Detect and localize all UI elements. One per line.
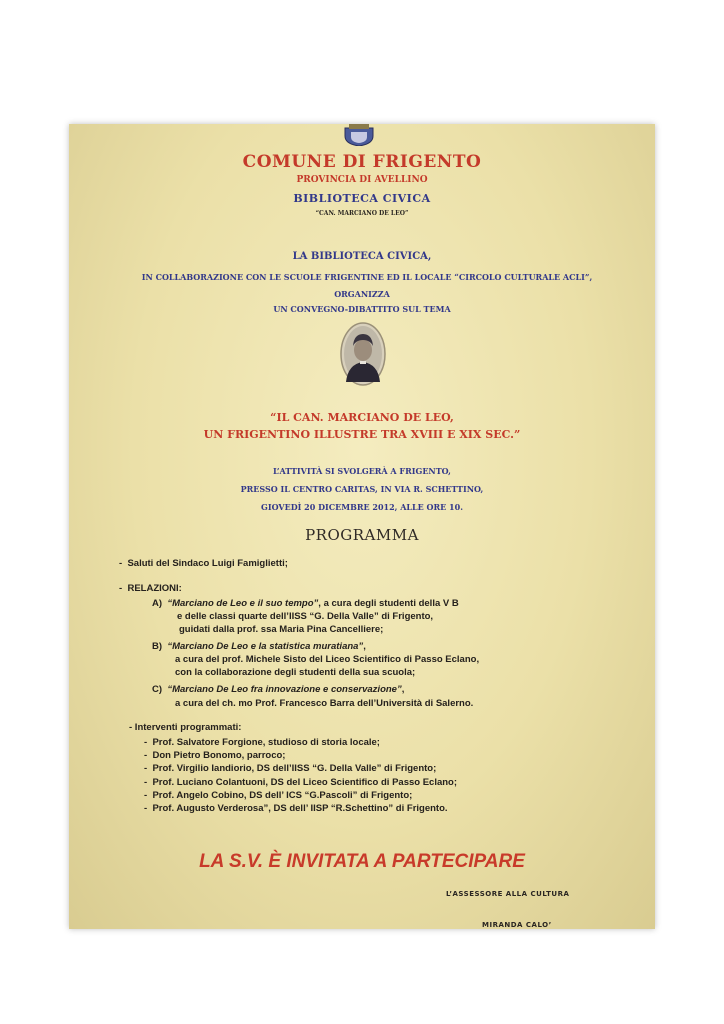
intro-line-4: UN CONVEGNO-DIBATTITO SUL TEMA	[273, 304, 451, 314]
signature-name: MIRANDA CALO’	[482, 921, 552, 929]
saluti-text: Saluti del Sindaco Luigi Famiglietti;	[127, 558, 288, 569]
details-line-3: GIOVEDÌ 20 DICEMBRE 2012, ALLE ORE 10.	[261, 502, 463, 512]
bullet: -	[119, 583, 128, 594]
portrait-image	[340, 322, 386, 386]
comune-title: COMUNE DI FRIGENTO	[242, 152, 482, 172]
relazione-a-line-1: A) “Marciano de Leo e il suo tempo”, a cura degli studenti della V B	[152, 598, 459, 609]
list-item: - Prof. Virgilio Iandiorio, DS dell’IISS “G. Della Valle” di Frigento;	[144, 763, 437, 774]
invitation-text: LA S.V. È INVITATA A PARTECIPARE	[199, 851, 525, 872]
biblioteca-title: BIBLIOTECA CIVICA	[293, 192, 431, 205]
programma-heading: PROGRAMMA	[305, 526, 419, 544]
signature-role: L’ASSESSORE ALLA CULTURA	[446, 890, 570, 898]
details-line-1: L’ATTIVITÀ SI SVOLGERÀ A FRIGENTO,	[273, 466, 451, 476]
list-item: - Prof. Augusto Verderosa”, DS dell’ IISP “R.Schettino” di Frigento.	[144, 803, 448, 814]
event-title-line-2: UN FRIGENTINO ILLUSTRE TRA XVIII E XIX SEC.”	[203, 428, 521, 441]
relazione-b-line-3: con la collaborazione degli studenti della sua scuola;	[175, 667, 416, 678]
bullet: -	[119, 558, 128, 569]
list-item: - Prof. Salvatore Forgione, studioso di storia locale;	[144, 737, 380, 748]
coat-of-arms-icon	[339, 124, 379, 146]
relazione-c-title: “Marciano De Leo fra innovazione e conservazione”	[167, 684, 402, 695]
list-item: - Don Pietro Bonomo, parroco;	[144, 750, 286, 761]
details-line-2: PRESSO IL CENTRO CARITAS, IN VIA R. SCHETTINO,	[240, 484, 484, 494]
interventi-label: - Interventi programmati:	[129, 722, 242, 733]
event-title-line-1: “IL CAN. MARCIANO DE LEO,	[270, 411, 454, 424]
intro-line-1: LA BIBLIOTECA CIVICA,	[292, 251, 432, 262]
relazione-b-line-1: B) “Marciano De Leo e la statistica muratiana”,	[152, 641, 366, 652]
relazioni-label: - RELAZIONI:	[119, 583, 182, 594]
list-item: - Prof. Angelo Cobino, DS dell’ ICS “G.Pascoli” di Frigento;	[144, 790, 413, 801]
relazione-a-title: “Marciano de Leo e il suo tempo”	[167, 598, 319, 609]
list-item	[119, 558, 288, 570]
relazione-a-line-3: guidati dalla prof. ssa Maria Pina Cancelliere;	[179, 624, 384, 635]
relazione-c-line-2: a cura del ch. mo Prof. Francesco Barra dell’Università di Salerno.	[175, 698, 474, 709]
provincia-subtitle: PROVINCIA DI AVELLINO	[296, 175, 428, 185]
biblioteca-name: “CAN. MARCIANO DE LEO”	[315, 210, 409, 217]
list-item: - Prof. Luciano Colantuoni, DS del Liceo Scientifico di Passo Eclano;	[144, 777, 458, 788]
relazione-b-title: “Marciano De Leo e la statistica muratiana”	[167, 641, 364, 652]
relazione-c-line-1: C) “Marciano De Leo fra innovazione e conservazione”,	[152, 684, 405, 695]
relazione-b-line-2: a cura del prof. Michele Sisto del Liceo Scientifico di Passo Eclano,	[175, 654, 480, 665]
poster	[69, 124, 655, 929]
intro-line-2: IN COLLABORAZIONE CON LE SCUOLE FRIGENTINE ED IL LOCALE “CIRCOLO CULTURALE ACLI”,	[141, 272, 593, 282]
relazione-a-line-2: e delle classi quarte dell’IISS “G. Della Valle” di Frigento,	[177, 611, 434, 622]
intro-line-3: ORGANIZZA	[334, 289, 390, 299]
